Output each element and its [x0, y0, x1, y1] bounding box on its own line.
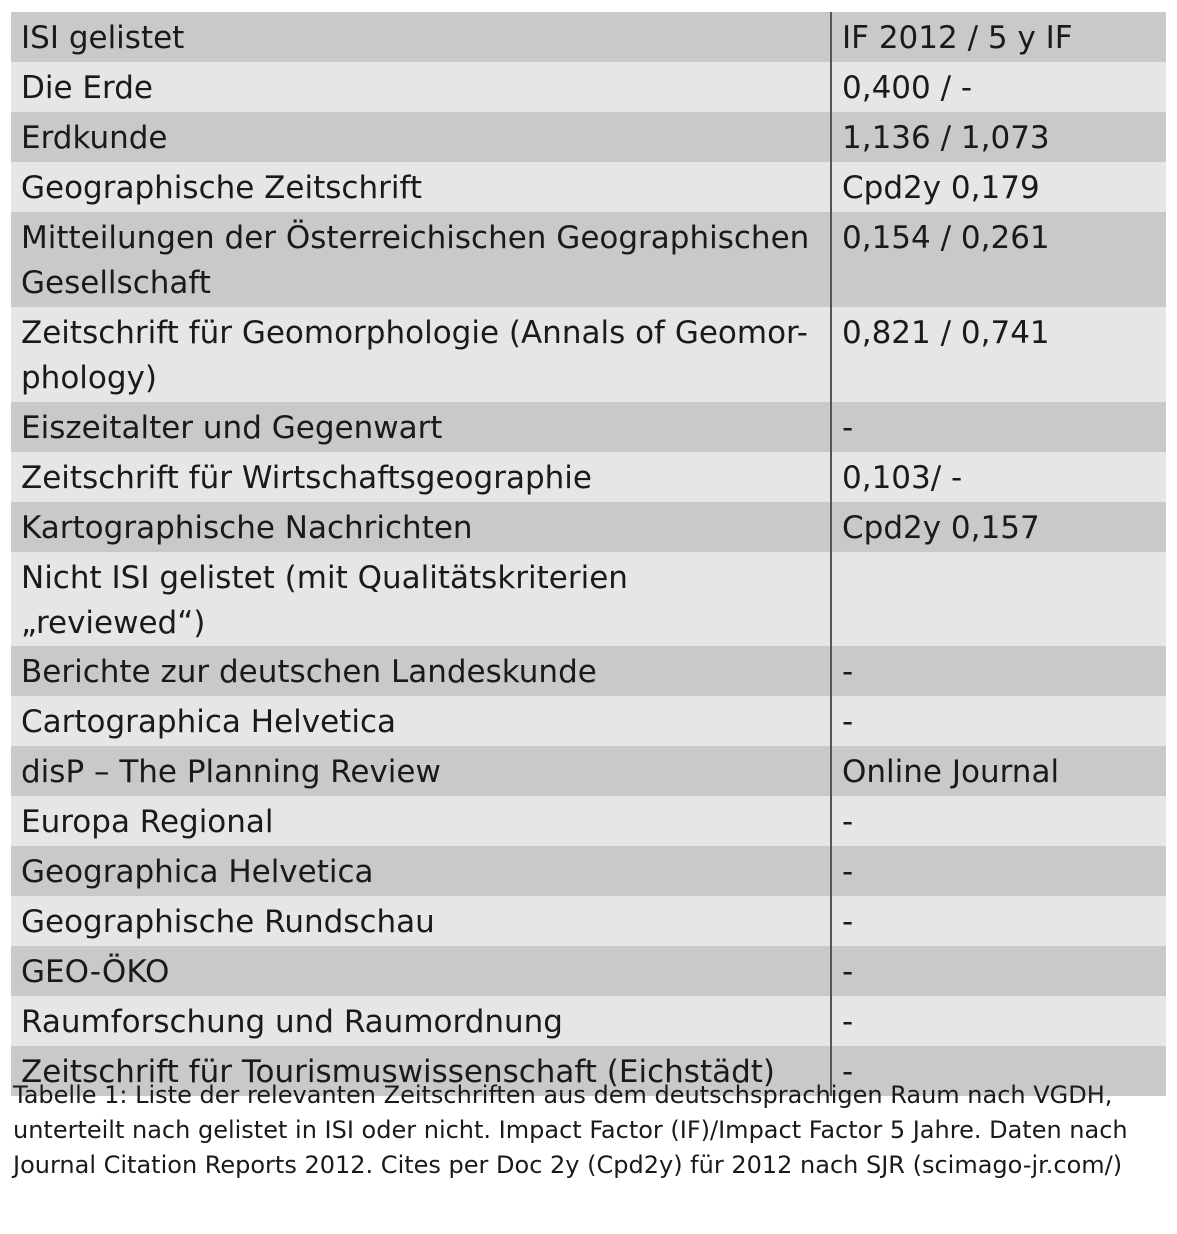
table-row [11, 746, 1166, 796]
journal-value: - [831, 946, 1166, 996]
table-row [11, 946, 1166, 996]
journal-name: Zeitschrift für Wirtschaftsgeographie [11, 452, 831, 502]
journal-value: Cpd2y 0,157 [831, 502, 1166, 552]
table-row [11, 996, 1166, 1046]
journal-value: - [831, 1046, 1166, 1096]
table-header-row [11, 12, 1166, 62]
table-row [11, 307, 1166, 402]
journal-value: Online Journal [831, 746, 1166, 796]
journal-name: Die Erde [11, 62, 831, 112]
table-row [11, 796, 1166, 846]
journal-name: Mitteilungen der Österreichischen Geographischen Gesellschaft [11, 212, 831, 307]
table-row [11, 162, 1166, 212]
table-row [11, 896, 1166, 946]
journal-value: 0,400 / - [831, 62, 1166, 112]
journal-name: Eiszeitalter und Gegenwart [11, 402, 831, 452]
section-header-value [831, 552, 1166, 646]
journal-value: - [831, 846, 1166, 896]
journal-value: 1,136 / 1,073 [831, 112, 1166, 162]
journal-name: Geographica Helvetica [11, 846, 831, 896]
journal-value: 0,821 / 0,741 [831, 307, 1166, 402]
section-header-label: Nicht ISI gelistet (mit Qualitätskriterien „reviewed“) [11, 552, 831, 646]
table-row [11, 646, 1166, 696]
table-row [11, 696, 1166, 746]
journal-name: Zeitschrift für Geomorphologie (Annals of Geomor-phology) [11, 307, 831, 402]
table-row [11, 212, 1166, 307]
journal-value: - [831, 796, 1166, 846]
journal-value: 0,103/ - [831, 452, 1166, 502]
journal-name: Geographische Zeitschrift [11, 162, 831, 212]
table-row [11, 402, 1166, 452]
journal-name: Raumforschung und Raumordnung [11, 996, 831, 1046]
table-row [11, 452, 1166, 502]
journal-name: Kartographische Nachrichten [11, 502, 831, 552]
table-row [11, 502, 1166, 552]
table-caption: Tabelle 1: Liste der relevanten Zeitschriften aus dem deutschsprachigen Raum nach VGDH, unterteilt nach gelistet in ISI oder nicht. Impact Factor (IF)/Impact Factor 5 Jahre. Daten nach Journal Citation Reports 2012. Cites per Doc 2y (Cpd2y) für 2012 nach SJR (scimago-jr.com/) [13, 1081, 1128, 1179]
journal-value: Cpd2y 0,179 [831, 162, 1166, 212]
journal-value: - [831, 896, 1166, 946]
journal-name: Erdkunde [11, 112, 831, 162]
journal-name: GEO-ÖKO [11, 946, 831, 996]
table-row [11, 112, 1166, 162]
journal-value: - [831, 696, 1166, 746]
section-header-row [11, 552, 1166, 646]
journal-value: - [831, 402, 1166, 452]
table-row [11, 62, 1166, 112]
header-name-cell: ISI gelistet [11, 12, 831, 62]
journal-name: disP – The Planning Review [11, 746, 831, 796]
journal-name: Berichte zur deutschen Landeskunde [11, 646, 831, 696]
journal-table [11, 12, 1166, 1096]
journal-name: Zeitschrift für Tourismuswissenschaft (Eichstädt) [11, 1046, 831, 1096]
journal-name: Cartographica Helvetica [11, 696, 831, 746]
journal-value: - [831, 996, 1166, 1046]
journal-name: Geographische Rundschau [11, 896, 831, 946]
journal-name: Europa Regional [11, 796, 831, 846]
header-value-cell: IF 2012 / 5 y IF [831, 12, 1166, 62]
table-row [11, 846, 1166, 896]
journal-value: - [831, 646, 1166, 696]
journal-value: 0,154 / 0,261 [831, 212, 1166, 307]
